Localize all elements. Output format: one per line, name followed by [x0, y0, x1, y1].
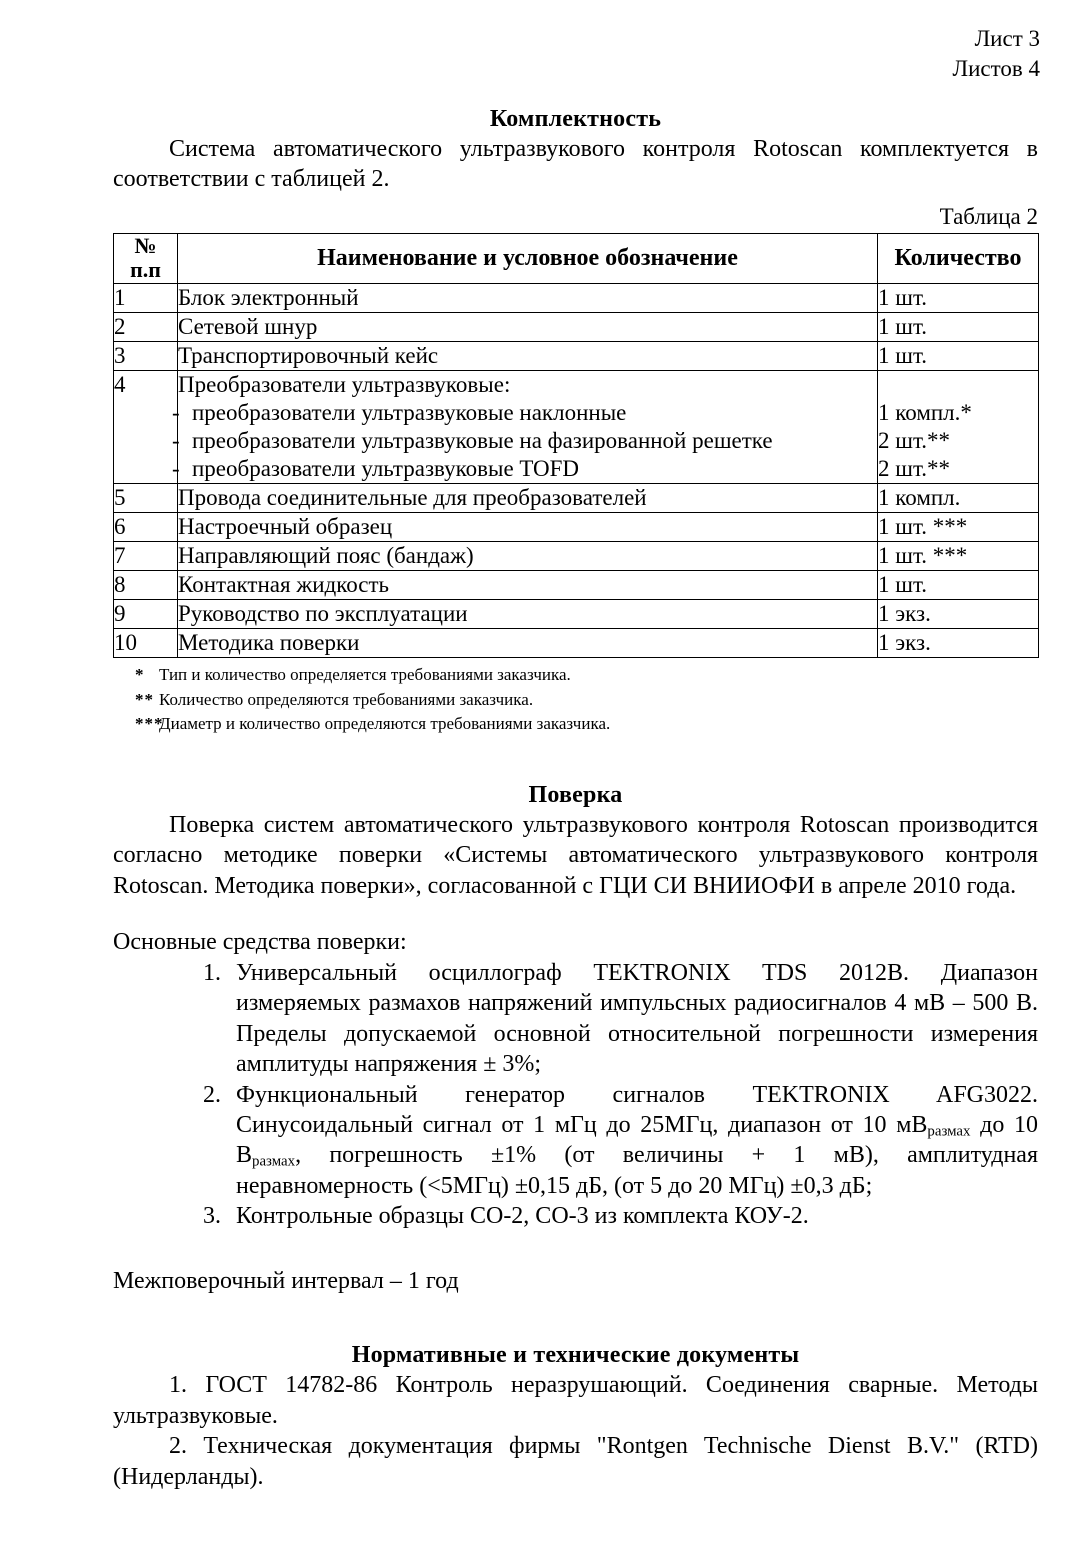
column-header-quantity: Количество	[878, 233, 1039, 283]
cell-quantity: 1 шт. ***	[878, 513, 1039, 542]
cell-name: Методика поверки	[178, 629, 878, 658]
cell-subitem	[172, 427, 877, 455]
spacer	[113, 736, 1038, 780]
cell-subitem	[172, 399, 877, 427]
cell-quantity: 1 компл.	[878, 484, 1039, 513]
footnote-text: Диаметр и количество определяются требованиями заказчика.	[159, 713, 611, 733]
sheet-number: Лист 3	[974, 26, 1040, 51]
table-row	[114, 629, 1039, 658]
table-row	[114, 370, 1039, 483]
cell-quantity: 1 шт. ***	[878, 542, 1039, 571]
cell-number: 3	[114, 341, 178, 370]
cell-name: Руководство по эксплуатации	[178, 600, 878, 629]
spacer	[113, 901, 1038, 927]
table-row	[114, 484, 1039, 513]
subscript-razmah: размах	[927, 1123, 971, 1140]
cell-name-with-subitems	[172, 370, 878, 483]
cell-subitem-text: преобразователи ультразвуковые TOFD	[192, 456, 580, 482]
cell-quantity-with-subitems	[878, 370, 1039, 483]
dash-marker: -	[172, 399, 180, 425]
cell-subitem-quantity: 2 шт.**	[878, 456, 951, 482]
cell-number: 9	[114, 600, 178, 629]
footnote	[113, 688, 1038, 712]
cell-number: 8	[114, 571, 178, 600]
cell-number: 5	[114, 484, 178, 513]
cell-quantity: 1 шт.	[878, 571, 1039, 600]
table-caption: Таблица 2	[939, 203, 1038, 229]
footnote-marker: ***	[135, 713, 164, 733]
spacer	[113, 1296, 1038, 1340]
list-item-number: 3.	[203, 1203, 221, 1230]
cell-name: Настроечный образец	[178, 513, 878, 542]
table-header-row	[114, 233, 1039, 283]
column-header-name: Наименование и условное обозначение	[178, 233, 878, 283]
list-item-number: 1.	[203, 959, 221, 986]
verification-interval: Межповерочный интервал – 1 год	[113, 1267, 459, 1294]
document-reference-item: 2. Техническая документация фирмы "Rontgen Technische Dienst B.V." (RTD) (Нидерланды).	[113, 1433, 1038, 1490]
section-title-completeness: Комплектность	[489, 106, 662, 132]
dash-marker: -	[172, 456, 180, 482]
cell-number: 1	[114, 283, 178, 312]
column-header-number-line1: №	[134, 232, 157, 258]
cell-quantity: 1 экз.	[878, 629, 1039, 658]
list-item-text-part2: до 10 В	[236, 1111, 1038, 1169]
cell-subitem	[172, 455, 877, 483]
table-row	[114, 312, 1039, 341]
verification-intro-paragraph: Поверка систем автоматического ультразвукового контроля Rotoscan производится согласно методике поверки «Системы автоматического ультразвукового контроля Rotoscan. Методика поверки», согласованной с ГЦИ СИ ВНИИОФИ в апреле 2010 года.	[113, 811, 1038, 899]
cell-number: 6	[114, 513, 178, 542]
footnote	[113, 712, 1038, 736]
means-label: Основные средства поверки:	[113, 929, 407, 956]
column-header-number-line2: п.п	[130, 257, 161, 283]
cell-quantity: 1 экз.	[878, 600, 1039, 629]
table-row	[114, 341, 1039, 370]
document-content	[113, 104, 1038, 1492]
spacer	[113, 195, 1038, 203]
list-item	[113, 958, 1038, 1080]
cell-name: Блок электронный	[178, 283, 878, 312]
completeness-table	[113, 233, 1039, 659]
cell-name: Направляющий пояс (бандаж)	[178, 542, 878, 571]
footnote	[113, 663, 1038, 687]
cell-subitem-text: преобразователи ультразвуковые наклонные	[192, 399, 627, 425]
cell-name: Сетевой шнур	[178, 312, 878, 341]
cell-quantity: 1 шт.	[878, 312, 1039, 341]
cell-number: 7	[114, 542, 178, 571]
section-title-documents: Нормативные и технические документы	[351, 1342, 800, 1369]
cell-quantity: 1 шт.	[878, 283, 1039, 312]
table-row	[114, 542, 1039, 571]
cell-name-heading: Преобразователи ультразвуковые:	[178, 371, 511, 397]
document-reference-item: 1. ГОСТ 14782-86 Контроль неразрушающий. Соединения сварные. Методы ультразвуковые.	[113, 1372, 1038, 1429]
cell-name: Провода соединительные для преобразователей	[178, 484, 878, 513]
list-item-number: 2.	[203, 1081, 221, 1108]
cell-subitem-text: преобразователи ультразвуковые на фазированной решетке	[192, 428, 773, 454]
list-item-text-part1: Функциональный генератор сигналов TEKTRONIX AFG3022. Синусоидальный сигнал от 1 мГц до 25МГц, диапазон от 10 мВ	[236, 1081, 1038, 1138]
spacer	[113, 1232, 1038, 1266]
cell-name: Контактная жидкость	[178, 571, 878, 600]
page-header	[953, 24, 1040, 84]
dash-marker: -	[172, 428, 180, 454]
column-header-number	[114, 233, 178, 283]
cell-number: 2	[114, 312, 178, 341]
footnote-marker: *	[135, 665, 145, 685]
cell-number: 4	[114, 370, 178, 483]
list-item-text: Контрольные образцы СО-2, СО-3 из комплекта КОУ-2.	[236, 1203, 809, 1230]
cell-number: 10	[114, 629, 178, 658]
verification-means-list	[113, 958, 1038, 1232]
footnote-text: Количество определяются требованиями заказчика.	[159, 689, 534, 709]
sheets-total: Листов 4	[952, 55, 1040, 81]
list-item	[113, 1201, 1038, 1231]
table-row	[114, 513, 1039, 542]
cell-subitem-quantity: 1 компл.*	[878, 399, 972, 425]
table-row	[114, 600, 1039, 629]
table-footnotes	[113, 663, 1038, 735]
footnote-marker: **	[135, 689, 154, 709]
table-row	[114, 283, 1039, 312]
cell-subitem-quantity: 2 шт.**	[878, 428, 951, 454]
list-item-text-part3: , погрешность ±1% (от величины + 1 мВ), амплитудная неравномерность (<5МГц) ±0,15 дБ, (от 5 до 20 МГц) ±0,3 дБ;	[236, 1142, 1038, 1199]
list-item-text: Универсальный осциллограф TEKTRONIX TDS 2012B. Диапазон измеряемых размахов напряжений импульсных радиосигналов 4 мВ – 500 В. Пределы допускаемой основной относительной погрешности измерения амплитуды напряжения ± 3%;	[236, 959, 1038, 1078]
completeness-intro-paragraph: Система автоматического ультразвукового контроля Rotoscan комплектуется в соответствии с таблицей 2.	[113, 136, 1038, 193]
table-row	[114, 571, 1039, 600]
list-item	[113, 1080, 1038, 1202]
footnote-text: Тип и количество определяется требованиями заказчика.	[159, 665, 571, 685]
cell-quantity: 1 шт.	[878, 341, 1039, 370]
cell-name: Транспортировочный кейс	[178, 341, 878, 370]
section-title-verification: Поверка	[528, 781, 623, 808]
subscript-razmah: размах	[252, 1153, 296, 1170]
